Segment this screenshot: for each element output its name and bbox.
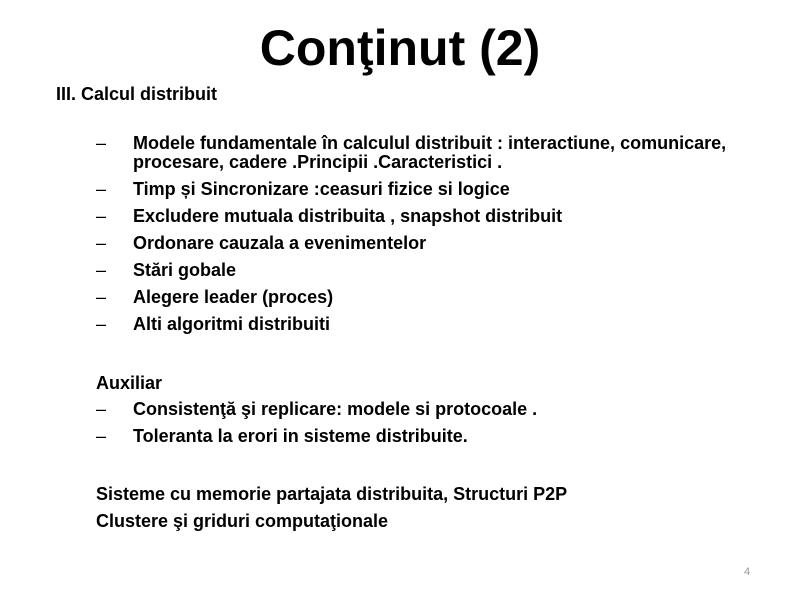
page-number: 4 [744, 566, 751, 578]
bullet-text: Consistenţă şi replicare: modele si protocoale . [133, 399, 538, 419]
bullet-item [96, 315, 756, 334]
dash-bullet-icon: – [96, 426, 107, 446]
bullet-text: Modele fundamentale în calculul distribuit : interactiune, comunicare, procesare, cadere .Principii .Caracteristici . [133, 133, 727, 172]
dash-bullet-icon: – [96, 206, 107, 226]
bullet-text: Alti algoritmi distribuiti [133, 314, 330, 334]
slide-title: Conţinut (2) [259, 20, 541, 76]
bullet-item [96, 288, 756, 307]
dash-bullet-icon: – [96, 260, 107, 280]
bullet-item [96, 234, 756, 253]
bullet-item [96, 427, 756, 446]
footer-line: Sisteme cu memorie partajata distribuita, Structuri P2P [96, 484, 568, 504]
bullet-item [96, 134, 756, 172]
bullet-text: Stări gobale [133, 260, 237, 280]
bullet-text: Timp și Sincronizare :ceasuri fizice si logice [133, 179, 510, 199]
bullet-item [96, 207, 756, 226]
dash-bullet-icon: – [96, 133, 107, 153]
dash-bullet-icon: – [96, 314, 107, 334]
footer-line: Clustere şi griduri computaţionale [96, 511, 389, 531]
aux-bullet-list [96, 400, 756, 454]
dash-bullet-icon: – [96, 287, 107, 307]
dash-bullet-icon: – [96, 233, 107, 253]
bullet-text: Alegere leader (proces) [133, 287, 334, 307]
bullet-item [96, 400, 756, 419]
bullet-text: Ordonare cauzala a evenimentelor [133, 233, 427, 253]
bullet-item [96, 261, 756, 280]
main-bullet-list [96, 134, 756, 342]
dash-bullet-icon: – [96, 399, 107, 419]
bullet-item [96, 180, 756, 199]
dash-bullet-icon: – [96, 179, 107, 199]
section-heading: III. Calcul distribuit [56, 84, 218, 104]
bullet-text: Toleranta la erori in sisteme distribuite. [133, 426, 468, 446]
aux-heading: Auxiliar [96, 373, 163, 393]
bullet-text: Excludere mutuala distribuita , snapshot distribuit [133, 206, 563, 226]
